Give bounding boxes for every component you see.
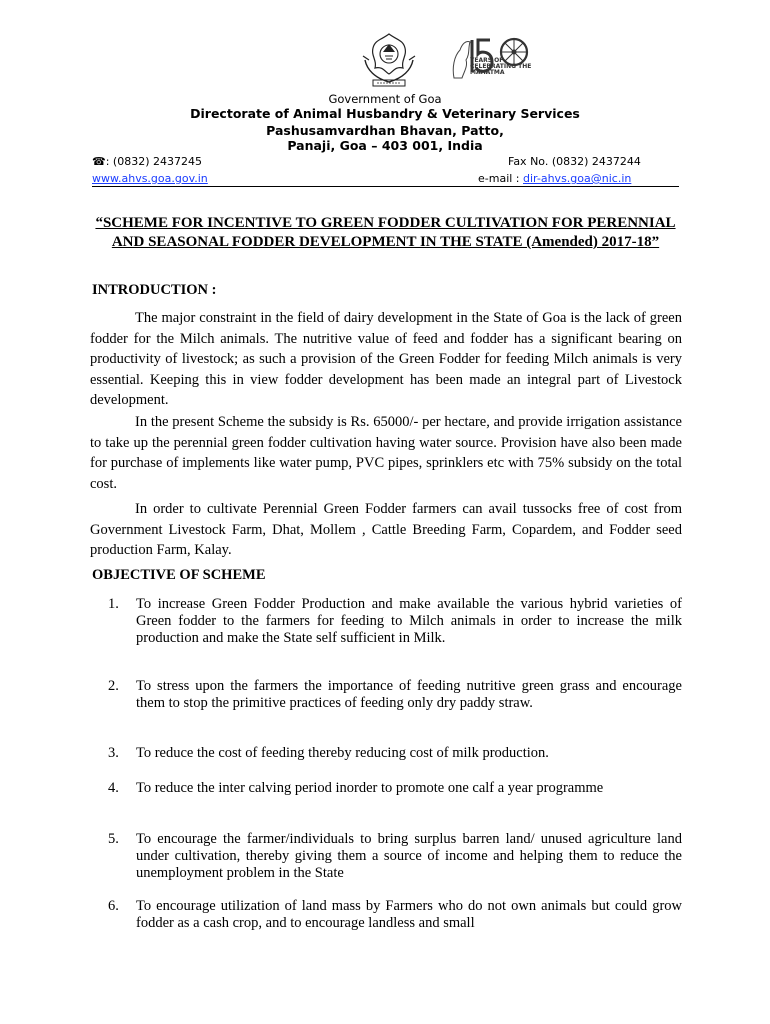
objective-number: 4.: [108, 780, 119, 796]
objective-text: To encourage utilization of land mass by Farmers who do not own animals but could grow fodder as a cash crop, and to encourage landless and small: [136, 898, 682, 931]
objective-text: To encourage the farmer/individuals to bring surplus barren land/ unused agriculture land under cultivation, thereby giving them a source of income and helping them to reduce the unemployment problem in the State: [136, 831, 682, 881]
objective-number: 5.: [108, 831, 119, 847]
office-address-line1: Pashusamvardhan Bhavan, Patto,: [266, 123, 504, 138]
objective-text: To reduce the cost of feeding thereby reducing cost of milk production.: [136, 745, 549, 761]
objective-number: 3.: [108, 745, 119, 761]
objective-text: To reduce the inter calving period inorder to promote one calf a year programme: [136, 780, 604, 796]
intro-paragraph: In the present Scheme the subsidy is Rs. 65000/- per hectare, and provide irrigation assistance to take up the perennial green fodder cultivation having water source. Provision have also been made for purchase of implements like water pump, PVC pipes, sprinklers etc with 75% subsidy on the total cost.: [90, 414, 682, 492]
goa-government-emblem: [353, 30, 425, 92]
anniversary-caption: YEARS OF CELEBRATING THE MAHATMA: [470, 57, 532, 76]
telephone-icon: ☎: [92, 155, 106, 168]
objective-item: [108, 678, 682, 712]
objective-item: [108, 745, 682, 762]
website-link[interactable]: www.ahvs.goa.gov.in: [92, 172, 208, 185]
objective-heading: OBJECTIVE OF SCHEME: [92, 567, 266, 583]
objective-number: 2.: [108, 678, 119, 694]
email-contact: [478, 172, 631, 186]
email-link[interactable]: dir-ahvs.goa@nic.in: [523, 172, 632, 185]
government-name: Government of Goa: [328, 92, 442, 106]
objective-item: [108, 596, 682, 647]
objective-text: To increase Green Fodder Production and make available the various hybrid varieties of Green fodder to the farmers for feeding to Milch animals in order to increase the milk production and make the State self sufficient in Milk.: [136, 596, 682, 646]
objective-number: 1.: [108, 596, 119, 612]
objective-item: [108, 898, 682, 932]
objective-item: [108, 831, 682, 882]
intro-paragraph: The major constraint in the field of dairy development in the State of Goa is the lack of green fodder for the Milch animals. The nutritive value of feed and fodder has a significant bearing on productivity of livestock; as such a provision of the Green Fodder for feeding Milch animals is very essential. Keeping this in view fodder development has been made an integral part of Livestock development.: [90, 310, 682, 408]
email-label: e-mail :: [478, 172, 524, 185]
directorate-name: Directorate of Animal Husbandry & Veterinary Services: [190, 106, 580, 121]
objective-item: [108, 780, 682, 797]
introduction-heading: INTRODUCTION :: [92, 282, 217, 298]
phone-number: ☎: (0832) 2437245: [92, 155, 202, 168]
header-divider: [92, 186, 679, 187]
fax-number: Fax No. (0832) 2437244: [508, 155, 641, 168]
office-address-line2: Panaji, Goa – 403 001, India: [287, 138, 483, 153]
objective-text: To stress upon the farmers the importance of feeding nutritive green grass and encourage them to stop the primitive practices of feeding only dry paddy straw.: [136, 678, 682, 711]
document-title: “SCHEME FOR INCENTIVE TO GREEN FODDER CULTIVATION FOR PERENNIAL AND SEASONAL FODDER DEVELOPMENT IN THE STATE (Amended) 2017-18”: [95, 215, 676, 250]
intro-paragraph: In order to cultivate Perennial Green Fodder farmers can avail tussocks free of cost from Government Livestock Farm, Dhat, Mollem , Cattle Breeding Farm, Copardem, and Fodder seed production Farm, Kalay.: [90, 501, 682, 558]
objective-number: 6.: [108, 898, 119, 914]
